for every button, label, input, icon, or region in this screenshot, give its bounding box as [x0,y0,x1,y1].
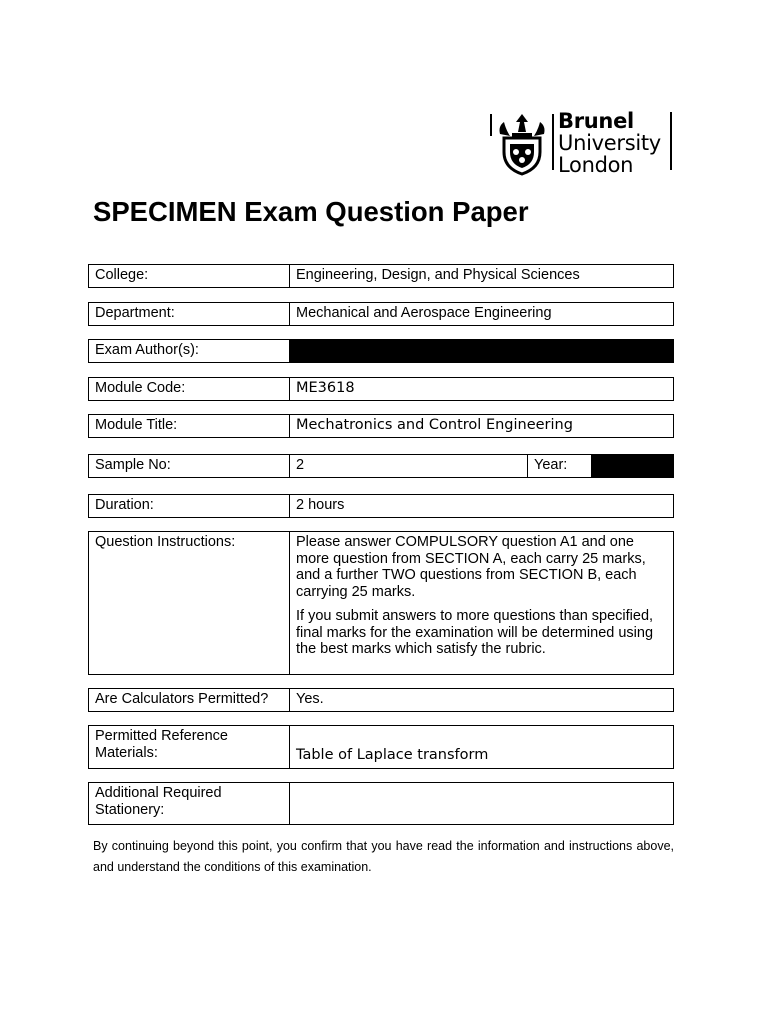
question-instructions-label: Question Instructions: [89,532,290,674]
duration-row [88,494,674,518]
logo-wordmark [558,110,661,176]
year-redacted [591,455,673,477]
exam-author-label: Exam Author(s): [89,340,290,362]
question-instructions-row [88,531,674,675]
module-code-value: ME3618 [296,380,355,396]
reference-materials-value: Table of Laplace transform [296,747,489,763]
confirmation-notice: By continuing beyond this point, you confirm that you have read the information and instructions above, and understand the conditions of this examination. [93,839,674,874]
department-value: Mechanical and Aerospace Engineering [296,305,552,321]
calculators-label: Are Calculators Permitted? [89,689,290,711]
logo-left-bar [490,114,492,136]
logo-right-bar [670,112,672,170]
instructions-paragraph-2: If you submit answers to more questions than specified, final marks for the examination will be determined using the best marks which satisfy the rubric. [296,608,654,657]
module-title-row [88,414,674,438]
exam-author-redacted [290,340,673,362]
sample-year-row [88,454,674,478]
college-value: Engineering, Design, and Physical Sciences [296,267,580,283]
college-row [88,264,674,288]
logo-word-brunel: Brunel [558,109,634,133]
brunel-logo [490,108,680,176]
reference-materials-label: Permitted Reference Materials: [89,726,290,768]
calculators-value: Yes. [296,691,324,707]
logo-word-london: London [558,153,634,177]
question-instructions-value [290,532,673,674]
exam-author-row [88,339,674,363]
page-title: SPECIMEN Exam Question Paper [93,196,529,227]
college-label: College: [89,265,290,287]
module-code-label: Module Code: [89,378,290,400]
logo-word-university: University [558,131,661,155]
stationery-row [88,782,674,825]
reference-materials-row [88,725,674,769]
module-title-label: Module Title: [89,415,290,437]
stationery-value [290,783,673,824]
instructions-paragraph-1: Please answer COMPULSORY question A1 and one more question from SECTION A, each carry 25 marks, and a further TWO questions from SECTION B, each carrying 25 marks. [296,534,646,600]
calculators-row [88,688,674,712]
sample-no-label: Sample No: [89,455,290,477]
module-code-row [88,377,674,401]
department-row [88,302,674,326]
department-label: Department: [89,303,290,325]
sample-no-value: 2 [296,457,305,473]
module-title-value: Mechatronics and Control Engineering [296,417,573,433]
stationery-label: Additional Required Stationery: [89,783,290,824]
duration-label: Duration: [89,495,290,517]
crest-icon [496,112,548,176]
logo-divider [552,114,554,170]
duration-value: 2 hours [296,497,345,513]
year-label: Year: [527,455,591,477]
